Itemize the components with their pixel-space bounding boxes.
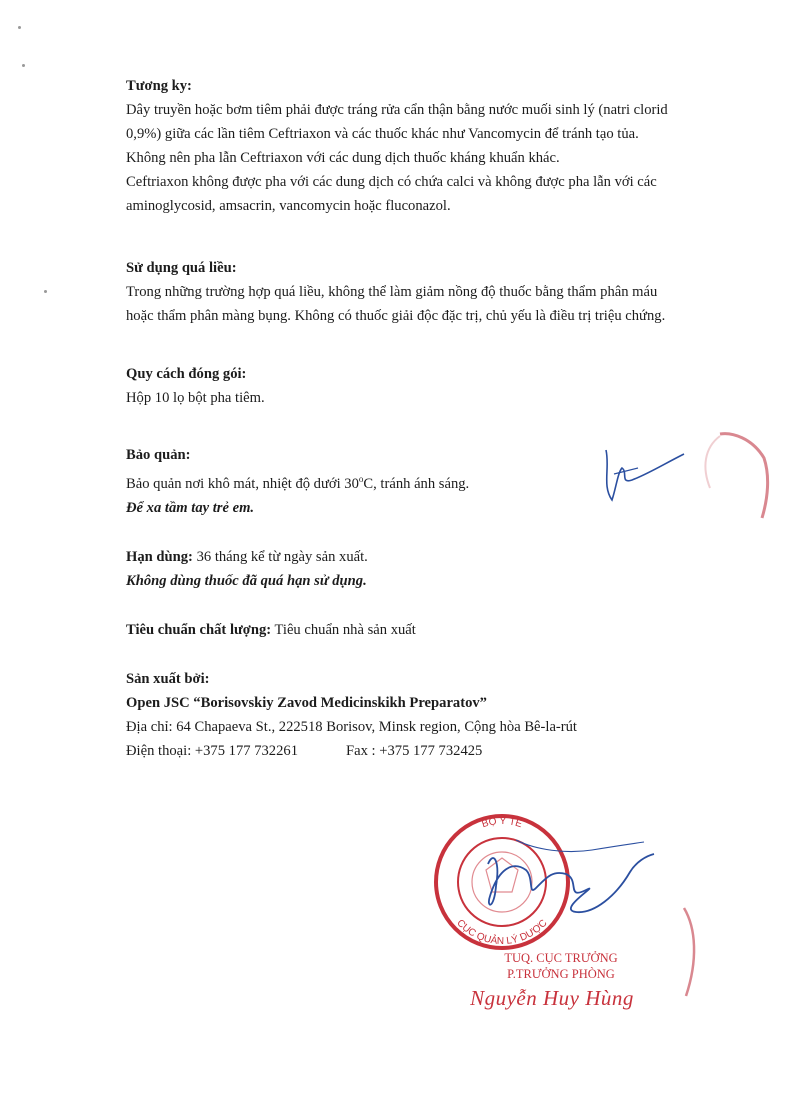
scan-speck: [18, 26, 21, 29]
degree-sup: o: [358, 474, 364, 484]
body-line: Ceftriaxon không được pha với các dung dịch có chứa calci và không được pha lẫn với các: [126, 174, 657, 190]
stamp-bottom-text: CỤC QUẢN LÝ DƯỢC: [454, 917, 550, 948]
signer-title-line: TUQ. CỤC TRƯỞNG: [504, 951, 618, 965]
storage-text: Bảo quản nơi khô mát, nhiệt độ dưới 30: [126, 475, 359, 492]
section-packaging: [126, 362, 726, 410]
quality-label: Tiêu chuẩn chất lượng:: [126, 621, 272, 638]
body-line: hoặc thẩm phân màng bụng. Không có thuốc giải độc đặc trị, chủ yếu là điều trị triệu chứng.: [126, 308, 666, 324]
body-line: Dây truyền hoặc bơm tiêm phải được tráng rửa cẩn thận bằng nước muối sinh lý (natri clorid: [126, 102, 668, 118]
scan-speck: [22, 64, 25, 67]
contact-row: [126, 739, 726, 763]
stamp-top-text: BỘ Y TẾ: [480, 815, 524, 831]
body-line: Trong những trường hợp quá liều, không thể làm giảm nồng độ thuốc bằng thẩm phân máu: [126, 284, 658, 300]
body-line: Hộp 10 lọ bột pha tiêm.: [126, 390, 265, 406]
body-line: aminoglycosid, amsacrin, vancomycin hoặc fluconazol.: [126, 198, 451, 214]
expiry-label: Hạn dùng:: [126, 548, 193, 565]
expiry-warning: Không dùng thuốc đã quá hạn sử dụng.: [126, 572, 367, 589]
fax-number: Fax : +375 177 732425: [346, 742, 483, 759]
section-heading: Sử dụng quá liều:: [126, 260, 237, 276]
manufacturer-name: Open JSC “Borisovskiy Zavod Medicinskikh Preparatov”: [126, 694, 487, 711]
expiry-value: 36 tháng kể từ ngày sản xuất.: [192, 548, 368, 565]
section-expiry: [126, 545, 726, 593]
signer-title: [476, 950, 646, 982]
initials-signature-icon: [592, 428, 772, 528]
section-heading: Bảo quản:: [126, 447, 191, 463]
quality-value: Tiêu chuẩn nhà sản xuất: [271, 621, 416, 638]
quality-line: [126, 618, 726, 642]
body-line: Không nên pha lẫn Ceftriaxon với các dung dịch thuốc kháng khuẩn khác.: [126, 150, 560, 166]
signer-title-line: P.TRƯỞNG PHÒNG: [507, 967, 615, 981]
section-heading: Tương ky:: [126, 78, 192, 94]
section-incompatibility: [126, 74, 726, 218]
signer-name: Nguyễn Huy Hùng: [470, 986, 634, 1010]
scan-speck: [44, 290, 47, 293]
section-heading: Sản xuất bởi:: [126, 670, 210, 687]
body-line: 0,9%) giữa các lần tiêm Ceftriaxon và các thuốc khác như Vancomycin để tránh tạo tủa.: [126, 126, 639, 142]
storage-text-end: C, tránh ánh sáng.: [363, 475, 470, 492]
section-manufacturer: [126, 667, 726, 763]
section-heading: Quy cách đóng gói:: [126, 366, 247, 382]
section-overdose: [126, 256, 726, 328]
phone-number: Điện thoại: +375 177 732261: [126, 742, 298, 759]
section-quality: [126, 618, 726, 642]
child-warning: Để xa tầm tay trẻ em.: [126, 499, 255, 516]
manufacturer-address: Địa chỉ: 64 Chapaeva St., 222518 Borisov, Minsk region, Cộng hòa Bê-la-rút: [126, 718, 577, 735]
expiry-line: [126, 545, 726, 569]
